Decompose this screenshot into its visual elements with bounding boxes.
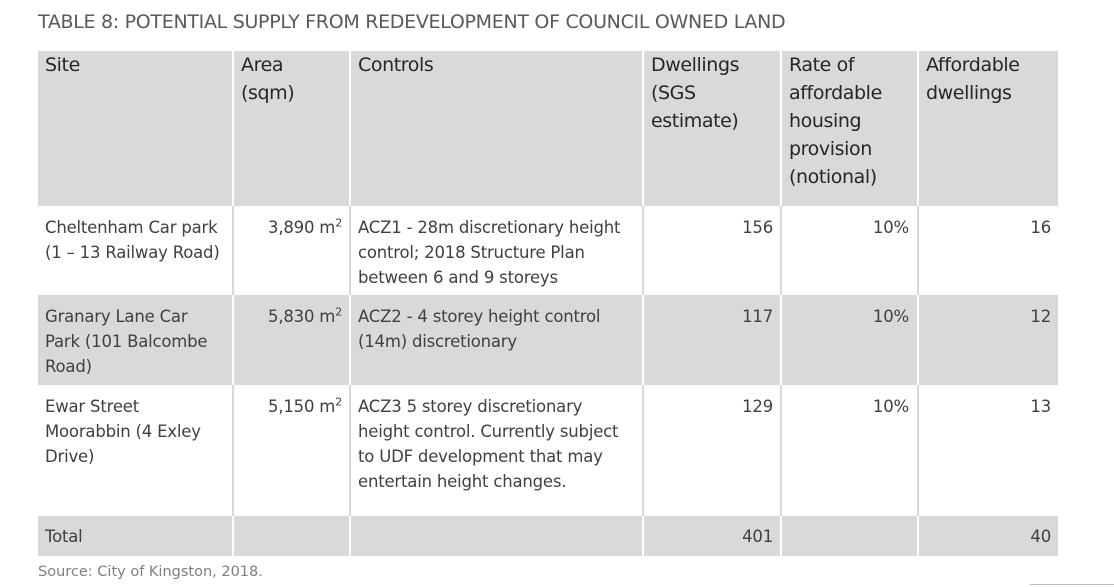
cell-rate: 10% [781,206,918,295]
cell-dwellings: 129 [643,385,781,516]
total-label: Total [38,516,233,556]
cell-controls: ACZ3 5 storey discretionary height control. Currently subject to UDF development that may entertain height changes. [350,385,643,516]
cell-rate: 10% [781,385,918,516]
header-affordable: Affordable dwellings [918,51,1058,206]
cell-area [233,385,350,516]
cell-controls: ACZ1 - 28m discretionary height control; 2018 Structure Plan between 6 and 9 storeys [350,206,643,295]
header-area: Area (sqm) [233,51,350,206]
area-unit-superscript: 2 [335,395,342,409]
cell-site: Granary Lane Car Park (101 Balcombe Road) [38,295,233,385]
area-unit-superscript: 2 [335,216,342,230]
cell-site: Ewar Street Moorabbin (4 Exley Drive) [38,385,233,516]
cell-controls: ACZ2 - 4 storey height control (14m) discretionary [350,295,643,385]
total-dwellings: 401 [643,516,781,556]
table-row [38,385,1058,516]
table-row [38,295,1058,385]
cell-dwellings: 156 [643,206,781,295]
table-header-row [38,51,1058,206]
cell-dwellings: 117 [643,295,781,385]
total-area-empty [233,516,350,556]
total-controls-empty [350,516,643,556]
source-note: Source: City of Kingston, 2018. [38,564,263,580]
cell-site: Cheltenham Car park (1 – 13 Railway Road) [38,206,233,295]
divider [1030,584,1114,585]
header-site: Site [38,51,233,206]
header-controls: Controls [350,51,643,206]
total-affordable: 40 [918,516,1058,556]
table-title: TABLE 8: POTENTIAL SUPPLY FROM REDEVELOPMENT OF COUNCIL OWNED LAND [38,11,786,33]
cell-rate: 10% [781,295,918,385]
total-rate-empty [781,516,918,556]
council-land-supply-table [38,51,1058,556]
area-value: 5,150 m [268,397,336,416]
header-rate: Rate of affordable housing provision (notional) [781,51,918,206]
area-unit-superscript: 2 [335,305,342,319]
cell-affordable: 16 [1030,218,1051,237]
header-dwellings: Dwellings (SGS estimate) [643,51,781,206]
table-row [38,206,1058,295]
cell-affordable: 12 [918,295,1058,385]
cell-affordable: 13 [1030,397,1051,416]
area-value: 5,830 m [268,307,336,326]
area-value: 3,890 m [268,218,336,237]
cell-area [233,295,350,385]
cell-area [233,206,350,295]
total-row [38,516,1058,556]
